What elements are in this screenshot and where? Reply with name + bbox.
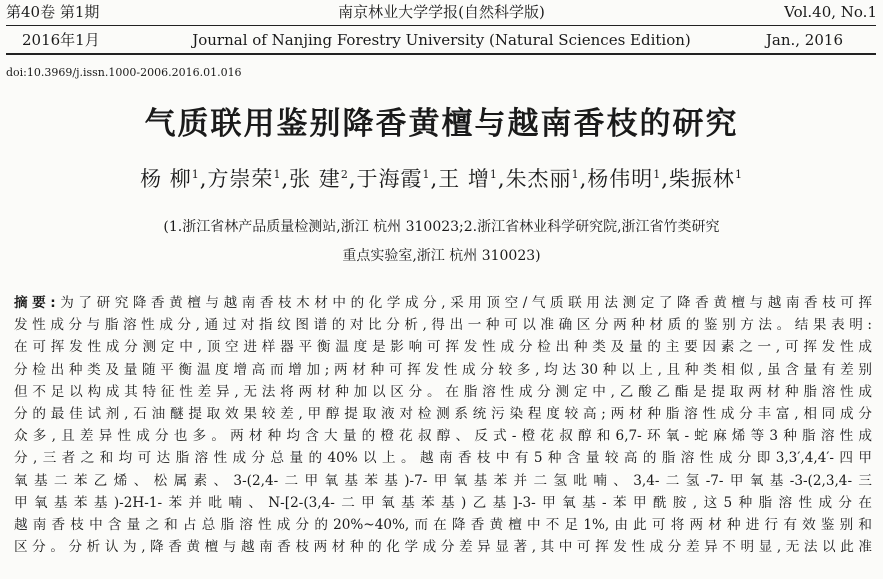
paper-title: 气质联用鉴别降香黄檀与越南香枝的研究 — [144, 106, 739, 142]
abstract-line: 氧基二苯乙烯、松属素、3-(2,4-二甲氧基苯基)-7-甲氧基苯并二氢吡喃、3,4-二氢-7-甲氧基-3-(2,3,4-三 — [14, 472, 872, 489]
author: 王 增$^1$ — [438, 167, 498, 191]
abstract-line: 分的最佳试剂,石油醚提取效果较差,甲醇提取液对检测系统污染程度较高;两材种脂溶性成分丰富,相同成分 — [14, 406, 872, 423]
journal-name-en: Journal of Nanjing Forestry University (Natural Sciences Edition) — [192, 31, 691, 49]
author: 柴振林$^1$ — [668, 167, 743, 191]
abstract-line: 但不足以构成其特征性差异,无法将两材种加以区分。在脂溶性成分测定中,乙酸乙酯是提取两材种脂溶性成 — [14, 383, 872, 400]
doi: doi:10.3969/j.issn.1000-2006.2016.01.016 — [6, 66, 242, 79]
header-rule-lower — [6, 53, 876, 55]
abstract-line: 越南香枝中含量之和占总脂溶性成分的20%~40%,而在降香黄檀中不足1%,由此可将两材种进行有效鉴别和 — [14, 517, 872, 534]
abstract-line: 在可挥发性成分测定中,顶空进样器平衡温度是影响可挥发性成分检出种类及量的主要因素之一,可挥发性成 — [14, 339, 872, 356]
author-list: 杨 柳$^1$,方崇荣$^1$,张 建$^2$,于海霞$^1$,王 增$^1$,朱杰丽$^1$,杨伟明$^1$,柴振林$^1$ — [140, 167, 743, 191]
abstract-line: 摘要:为了研究降香黄檀与越南香枝木材中的化学成分,采用顶空/气质联用法测定了降香黄檀与越南香枝可挥 — [14, 295, 872, 311]
date-en: Jan., 2016 — [765, 31, 843, 49]
publication-date: 2016年1月 — [22, 31, 100, 49]
abstract-line: 发性成分与脂溶性成分,通过对指纹图谱的对比分析,得出一种可以准确区分两种材质的鉴别方法。结果表明: — [14, 317, 872, 334]
author: 杨 柳$^1$ — [140, 167, 200, 191]
journal-name-cn: 南京林业大学学报(自然科学版) — [338, 3, 545, 21]
volume-number-en: Vol.40, No.1 — [784, 3, 877, 21]
header-rule-upper — [6, 25, 876, 26]
author: 杨伟明$^1$ — [587, 167, 662, 191]
abstract-line: 甲氧基苯基)-2H-1-苯并吡喃、N-[2-(3,4-二甲氧基苯基)乙基]-3-甲氧基-苯甲酰胺,这5种脂溶性成分在 — [14, 494, 872, 511]
volume-issue: 第40卷 第1期 — [6, 3, 100, 21]
abstract-line: 分,三者之和均可达脂溶性成分总量的40%以上。越南香枝中有5种含量较高的脂溶性成分即3,3′,4,4′-四甲 — [14, 450, 872, 467]
affiliation-line-2: 重点实验室,浙江 杭州 310023) — [342, 248, 541, 264]
abstract-line: 区分。分析认为,降香黄檀与越南香枝两材种的化学成分差异显著,其中可挥发性成分差异不明显,无法以此准 — [14, 539, 872, 556]
abstract-label: 摘要: — [14, 295, 56, 311]
author: 方崇荣$^1$ — [207, 167, 282, 191]
abstract-line: 分检出种类及量随平衡温度增高而增加;两材种可挥发性成分较多,均达30种以上,且种类相似,虽含量有差别 — [14, 361, 872, 378]
abstract-line: 众多,且差异性成分也多。两材种均含大量的橙花叔醇、反式-橙花叔醇和6,7-环氧-蛇麻烯等3种脂溶性成 — [14, 428, 872, 445]
affiliation-line-1: (1.浙江省林产品质量检测站,浙江 杭州 310023;2.浙江省林业科学研究院,浙江省竹类研究 — [163, 219, 720, 235]
author: 张 建$^2$ — [289, 167, 349, 191]
abstract — [14, 292, 872, 558]
author: 朱杰丽$^1$ — [505, 167, 580, 191]
author: 于海霞$^1$ — [356, 167, 431, 191]
